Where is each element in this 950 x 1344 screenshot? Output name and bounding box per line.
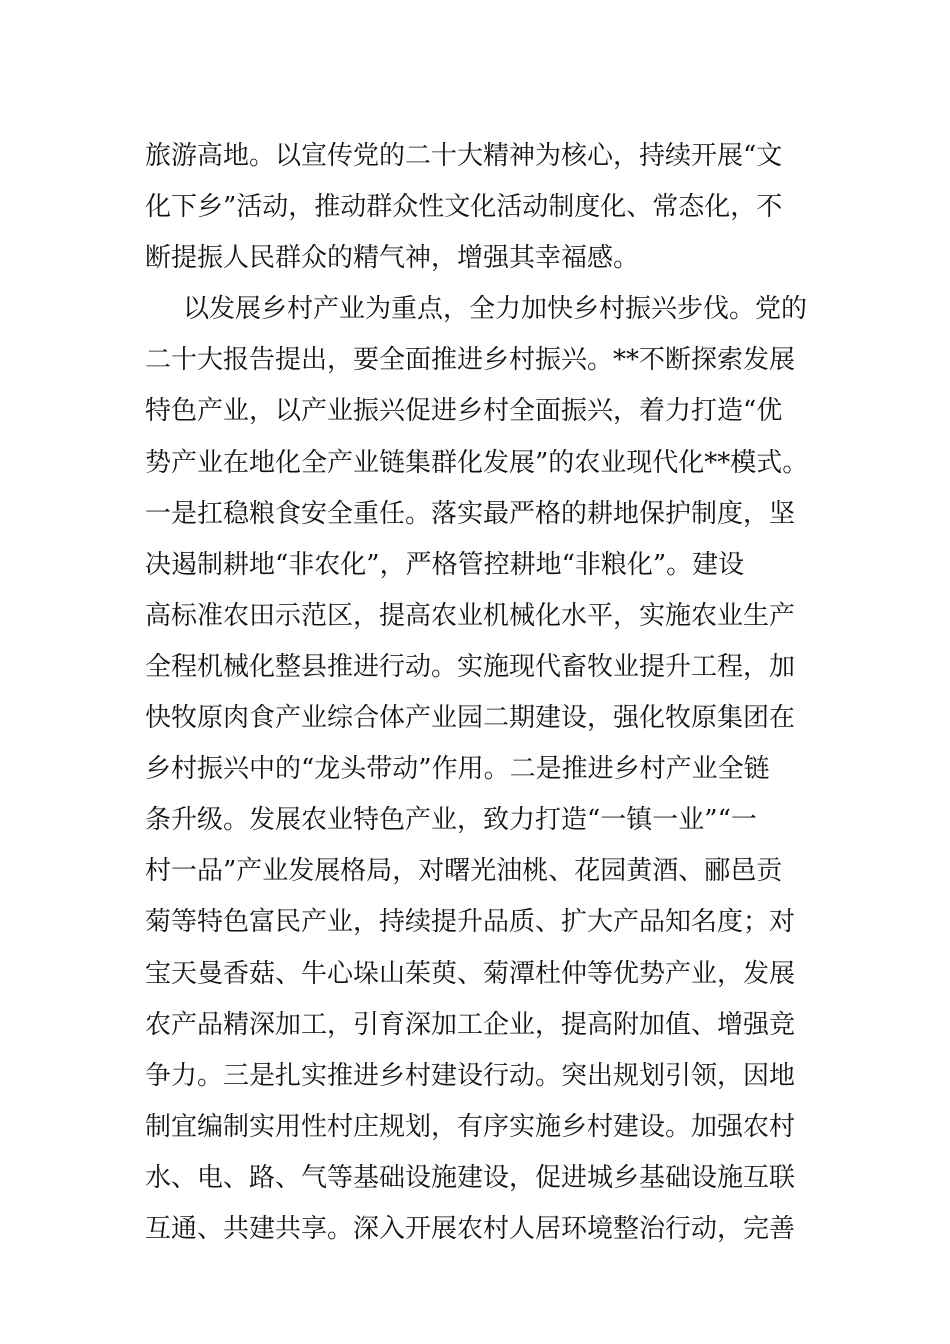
text-line: 农产品精深加工，引育深加工企业，提高附加值、增强竞 [145, 1009, 796, 1040]
text-line: 水、电、路、气等基础设施建设，促进城乡基础设施互联 [145, 1162, 796, 1193]
text-line: 村一品”产业发展格局，对曙光油桃、花园黄酒、郦邑贡 [145, 856, 783, 887]
text-line: 互通、共建共享。深入开展农村人居环境整治行动，完善 [145, 1213, 796, 1244]
text-line: 快牧原肉食产业综合体产业园二期建设，强化牧原集团在 [145, 703, 796, 734]
text-line: 一是扛稳粮食安全重任。落实最严格的耕地保护制度，坚 [145, 498, 796, 529]
paragraph-first-line: 以发展乡村产业为重点，全力加快乡村振兴步伐。党的 [183, 294, 808, 325]
text-line: 争力。三是扎实推进乡村建设行动。突出规划引领，因地 [145, 1060, 796, 1091]
text-line: 化下乡”活动，推动群众性文化活动制度化、常态化，不 [145, 192, 783, 223]
text-line: 势产业在地化全产业链集群化发展”的农业现代化**模式。 [145, 447, 809, 478]
text-line: 乡村振兴中的“龙头带动”作用。二是推进乡村产业全链 [145, 754, 770, 785]
text-line: 断提振人民群众的精气神，增强其幸福感。 [145, 243, 640, 274]
text-line: 制宜编制实用性村庄规划，有序实施乡村建设。加强农村 [145, 1111, 796, 1142]
text-line: 宝天曼香菇、牛心垛山茱萸、菊潭杜仲等优势产业，发展 [145, 958, 796, 989]
text-line: 菊等特色富民产业，持续提升品质、扩大产品知名度；对 [145, 907, 796, 938]
text-line: 条升级。发展农业特色产业，致力打造“一镇一业”“一 [145, 805, 757, 836]
text-line: 决遏制耕地“非农化”，严格管控耕地“非粮化”。建设 [145, 549, 745, 580]
text-line: 二十大报告提出，要全面推进乡村振兴。**不断探索发展 [145, 345, 796, 376]
text-line: 特色产业，以产业振兴促进乡村全面振兴，着力打造“优 [145, 396, 783, 427]
text-line: 旅游高地。以宣传党的二十大精神为核心，持续开展“文 [145, 141, 783, 171]
text-line: 高标准农田示范区，提高农业机械化水平，实施农业生产 [145, 600, 796, 631]
text-line: 全程机械化整县推进行动。实施现代畜牧业提升工程，加 [145, 651, 796, 682]
body-text [145, 131, 835, 1255]
